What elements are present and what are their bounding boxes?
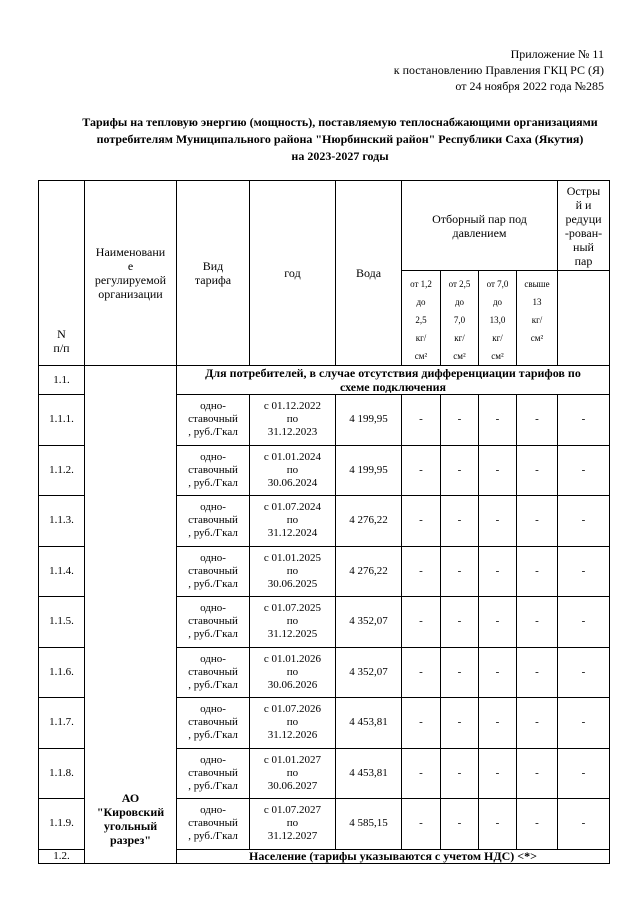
header-pressure-5 [558, 271, 610, 366]
row-num: 1.1.9. [39, 799, 85, 850]
header-steam: Отборный пар под давлением [402, 181, 558, 271]
tariff-type: одно- ставочный , руб./Гкал [177, 698, 250, 749]
header-org: Наименовани е регулируемой организации [85, 181, 177, 366]
org-name: АО "Кировский угольный разрез" [85, 366, 177, 864]
water-tariff: 4 453,81 [336, 748, 402, 799]
header-type: Вид тарифа [177, 181, 250, 366]
steam-tariff: - [402, 395, 441, 446]
water-tariff: 4 352,07 [336, 647, 402, 698]
tariff-period: с 01.07.2024 по 31.12.2024 [250, 496, 336, 547]
water-tariff: 4 585,15 [336, 799, 402, 850]
steam-tariff: - [517, 799, 558, 850]
steam-tariff: - [558, 597, 610, 648]
header-pressure-2: от 2,5 до 7,0 кг/ см² [441, 271, 479, 366]
header-pressure-1: от 1,2 до 2,5 кг/ см² [402, 271, 441, 366]
header-pressure-4: свыше 13 кг/ см² [517, 271, 558, 366]
steam-tariff: - [517, 647, 558, 698]
tariff-type: одно- ставочный , руб./Гкал [177, 799, 250, 850]
header-sharp-steam: Остры й и редуци -рован- ный пар [558, 181, 610, 271]
steam-tariff: - [479, 799, 517, 850]
row-num: 1.1.2. [39, 445, 85, 496]
steam-tariff: - [402, 496, 441, 547]
row-num: 1.1.6. [39, 647, 85, 698]
row-num: 1.1.4. [39, 546, 85, 597]
tariff-type: одно- ставочный , руб./Гкал [177, 496, 250, 547]
steam-tariff: - [479, 698, 517, 749]
steam-tariff: - [441, 597, 479, 648]
steam-tariff: - [517, 395, 558, 446]
tariff-period: с 01.01.2026 по 30.06.2026 [250, 647, 336, 698]
steam-tariff: - [479, 597, 517, 648]
steam-tariff: - [441, 698, 479, 749]
steam-tariff: - [479, 395, 517, 446]
section-2-label: Население (тарифы указываются с учетом НДС) <*> [177, 849, 610, 863]
tariff-table [38, 180, 610, 864]
row-num: 1.1.8. [39, 748, 85, 799]
row-num: 1.1.5. [39, 597, 85, 648]
water-tariff: 4 276,22 [336, 496, 402, 547]
tariff-type: одно- ставочный , руб./Гкал [177, 445, 250, 496]
steam-tariff: - [402, 799, 441, 850]
steam-tariff: - [517, 496, 558, 547]
title-line-1: Тарифы на тепловую энергию (мощность), поставляемую теплоснабжающими организациями [82, 115, 598, 129]
steam-tariff: - [479, 445, 517, 496]
steam-tariff: - [558, 496, 610, 547]
appendix-line-2: к постановлению Правления ГКЦ РС (Я) [393, 63, 604, 77]
steam-tariff: - [558, 748, 610, 799]
tariff-period: с 01.07.2026 по 31.12.2026 [250, 698, 336, 749]
steam-tariff: - [558, 395, 610, 446]
steam-tariff: - [441, 395, 479, 446]
appendix-header [394, 46, 604, 94]
tariff-period: с 01.01.2027 по 30.06.2027 [250, 748, 336, 799]
steam-tariff: - [558, 546, 610, 597]
steam-tariff: - [479, 647, 517, 698]
water-tariff: 4 453,81 [336, 698, 402, 749]
appendix-line-3: от 24 ноября 2022 года №285 [455, 79, 604, 93]
steam-tariff: - [441, 546, 479, 597]
header-pressure-3: от 7,0 до 13,0 кг/ см² [479, 271, 517, 366]
tariff-period: с 01.01.2024 по 30.06.2024 [250, 445, 336, 496]
steam-tariff: - [402, 597, 441, 648]
water-tariff: 4 199,95 [336, 395, 402, 446]
title-line-2: потребителям Муниципального района "Нюрбинский район" Республики Саха (Якутия) [96, 132, 584, 146]
tariff-type: одно- ставочный , руб./Гкал [177, 395, 250, 446]
steam-tariff: - [558, 647, 610, 698]
tariff-type: одно- ставочный , руб./Гкал [177, 597, 250, 648]
steam-tariff: - [441, 445, 479, 496]
steam-tariff: - [479, 546, 517, 597]
steam-tariff: - [479, 496, 517, 547]
row-num: 1.1.7. [39, 698, 85, 749]
steam-tariff: - [402, 546, 441, 597]
steam-tariff: - [441, 647, 479, 698]
steam-tariff: - [517, 546, 558, 597]
section-2-num: 1.2. [39, 849, 85, 863]
section-1-label: Для потребителей, в случае отсутствия дифференциации тарифов по схеме подключения [177, 366, 610, 395]
header-water: Вода [336, 181, 402, 366]
tariff-type: одно- ставочный , руб./Гкал [177, 748, 250, 799]
water-tariff: 4 199,95 [336, 445, 402, 496]
header-num: N п/п [39, 181, 85, 366]
steam-tariff: - [517, 445, 558, 496]
document-title [40, 114, 640, 165]
steam-tariff: - [558, 445, 610, 496]
row-num: 1.1.1. [39, 395, 85, 446]
tariff-period: с 01.07.2025 по 31.12.2025 [250, 597, 336, 648]
steam-tariff: - [402, 445, 441, 496]
water-tariff: 4 276,22 [336, 546, 402, 597]
steam-tariff: - [517, 748, 558, 799]
water-tariff: 4 352,07 [336, 597, 402, 648]
title-line-3: на 2023-2027 годы [291, 149, 389, 163]
tariff-period: с 01.01.2025 по 30.06.2025 [250, 546, 336, 597]
tariff-period: с 01.07.2027 по 31.12.2027 [250, 799, 336, 850]
steam-tariff: - [402, 698, 441, 749]
appendix-line-1: Приложение № 11 [510, 47, 604, 61]
row-num: 1.1.3. [39, 496, 85, 547]
tariff-type: одно- ставочный , руб./Гкал [177, 647, 250, 698]
steam-tariff: - [441, 799, 479, 850]
steam-tariff: - [517, 597, 558, 648]
steam-tariff: - [558, 799, 610, 850]
steam-tariff: - [402, 748, 441, 799]
tariff-period: с 01.12.2022 по 31.12.2023 [250, 395, 336, 446]
steam-tariff: - [402, 647, 441, 698]
tariff-type: одно- ставочный , руб./Гкал [177, 546, 250, 597]
header-year: год [250, 181, 336, 366]
steam-tariff: - [441, 496, 479, 547]
section-1-num: 1.1. [39, 366, 85, 395]
steam-tariff: - [441, 748, 479, 799]
steam-tariff: - [479, 748, 517, 799]
steam-tariff: - [517, 698, 558, 749]
steam-tariff: - [558, 698, 610, 749]
